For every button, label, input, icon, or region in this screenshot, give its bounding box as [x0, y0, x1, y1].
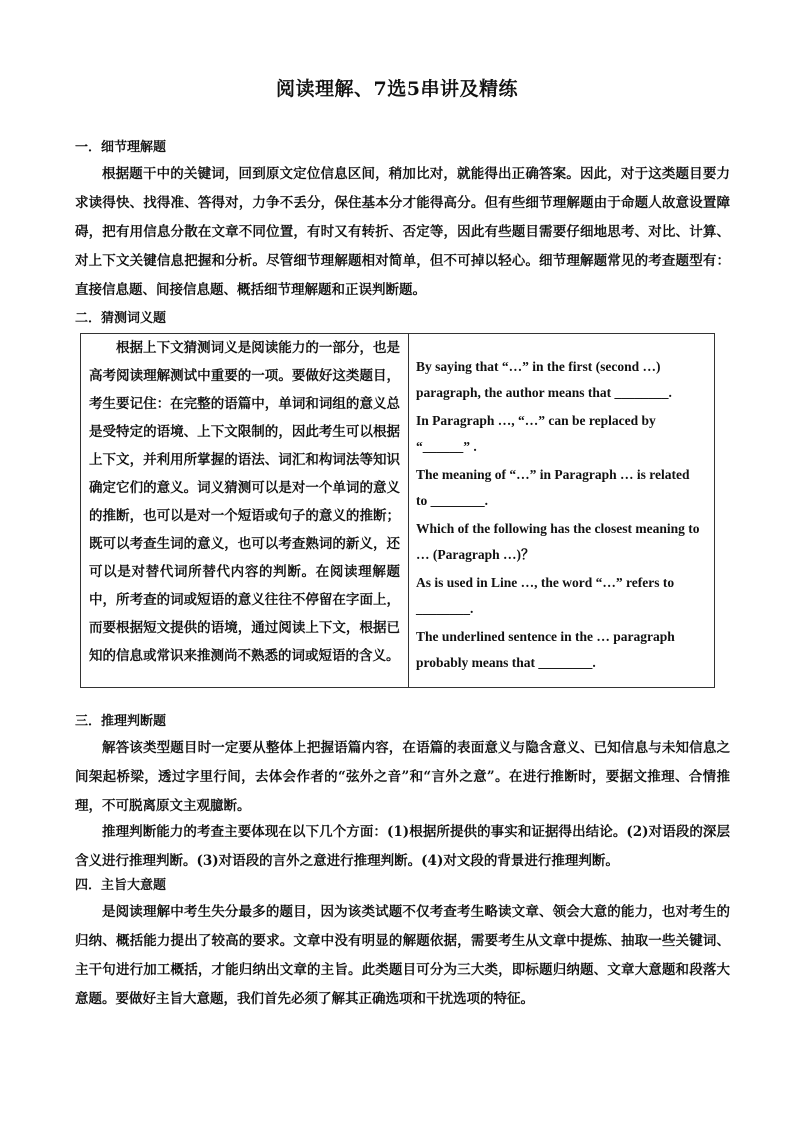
question-pattern-item: The meaning of “…” in Paragraph … is related to ________.	[416, 467, 690, 508]
section-heading-detail: 一．细节理解题	[75, 140, 167, 155]
vocabulary-table	[80, 333, 715, 688]
section-paragraph-main-idea: 是阅读理解中考生失分最多的题目，因为该类试题不仅考查考生略读文章、领会大意的能力，也对考生的归纳、概括能力提出了较高的要求。文章中没有明显的解题依据，需要考生从文章中提炼、抽取一些关键词、主干句进行加工概括，才能归纳出文章的主旨。此类题目可分为三大类，即标题归纳题、文章大意题和段落大意题。要做好主旨大意题，我们首先必须了解其正确选项和干扰选项的特征。	[75, 904, 730, 1007]
question-pattern-item: As is used in Line …, the word “…” refers to ________.	[416, 575, 675, 616]
document-title: 阅读理解、7选5串讲及精练	[276, 78, 518, 100]
question-pattern-item: In Paragraph …, “…” can be replaced by “______” .	[416, 413, 656, 454]
question-pattern-list	[409, 334, 714, 675]
section-paragraph-inference-1: 解答该类型题目时一定要从整体上把握语篇内容，在语篇的表面意义与隐含意义、已知信息与未知信息之间架起桥梁，透过字里行间，去体会作者的“弦外之音”和“言外之意”。在进行推断时，要据文推理、合情推理，不可脱离原文主观臆断。	[75, 740, 730, 814]
vocabulary-explanation-text: 根据上下文猜测词义是阅读能力的一部分，也是高考阅读理解测试中重要的一项。要做好这类题目，考生要记住：在完整的语篇中，单词和词组的意义总是受特定的语境、上下文限制的，因此考生可以根据上下文，并利用所掌握的语法、词汇和构词法等知识确定它们的意义。词义猜测可以是对一个单词的意义的推断，也可以是对一个短语或句子的意义的推断；既可以考查生词的意义，也可以考查熟词的新义，还可以是对替代词所替代内容的判断。在阅读理解题中，所考查的词或短语的意义往往不停留在字面上，而要根据短文提供的语境，通过阅读上下文，根据已知的信息或常识来推测尚不熟悉的词或短语的含义。	[89, 340, 400, 664]
section-heading-vocabulary: 二．猜测词义题	[75, 311, 167, 326]
question-pattern-item: By saying that “…” in the first (second …) paragraph, the author means that ________.	[416, 359, 672, 400]
section-paragraph-detail: 根据题干中的关键词，回到原文定位信息区间，稍加比对，就能得出正确答案。因此，对于这类题目要力求读得快、找得准、答得对，力争不丢分，保住基本分才能得高分。但有些细节理解题由于命题人故意设置障碍，把有用信息分散在文章不同位置，有时又有转折、否定等，因此有些题目需要仔细地思考、对比、计算、对上下文关键信息把握和分析。尽管细节理解题相对简单，但不可掉以轻心。细节理解题常见的考查题型有：直接信息题、间接信息题、概括细节理解题和正误判断题。	[75, 166, 730, 298]
section-paragraph-inference-2: 推理判断能力的考查主要体现在以下几个方面：(1)根据所提供的事实和证据得出结论。(2)对语段的深层含义进行推理判断。(3)对语段的言外之意进行推理判断。(4)对文段的背景进行推理判断。	[75, 824, 730, 869]
question-pattern-item: Which of the following has the closest meaning to … (Paragraph …)？	[416, 521, 700, 562]
section-heading-inference: 三．推理判断题	[75, 714, 167, 729]
question-patterns-cell	[409, 334, 715, 688]
section-heading-main-idea: 四．主旨大意题	[75, 878, 167, 893]
question-pattern-item: The underlined sentence in the … paragraph probably means that ________.	[416, 629, 675, 670]
vocabulary-explanation-cell	[81, 334, 409, 688]
